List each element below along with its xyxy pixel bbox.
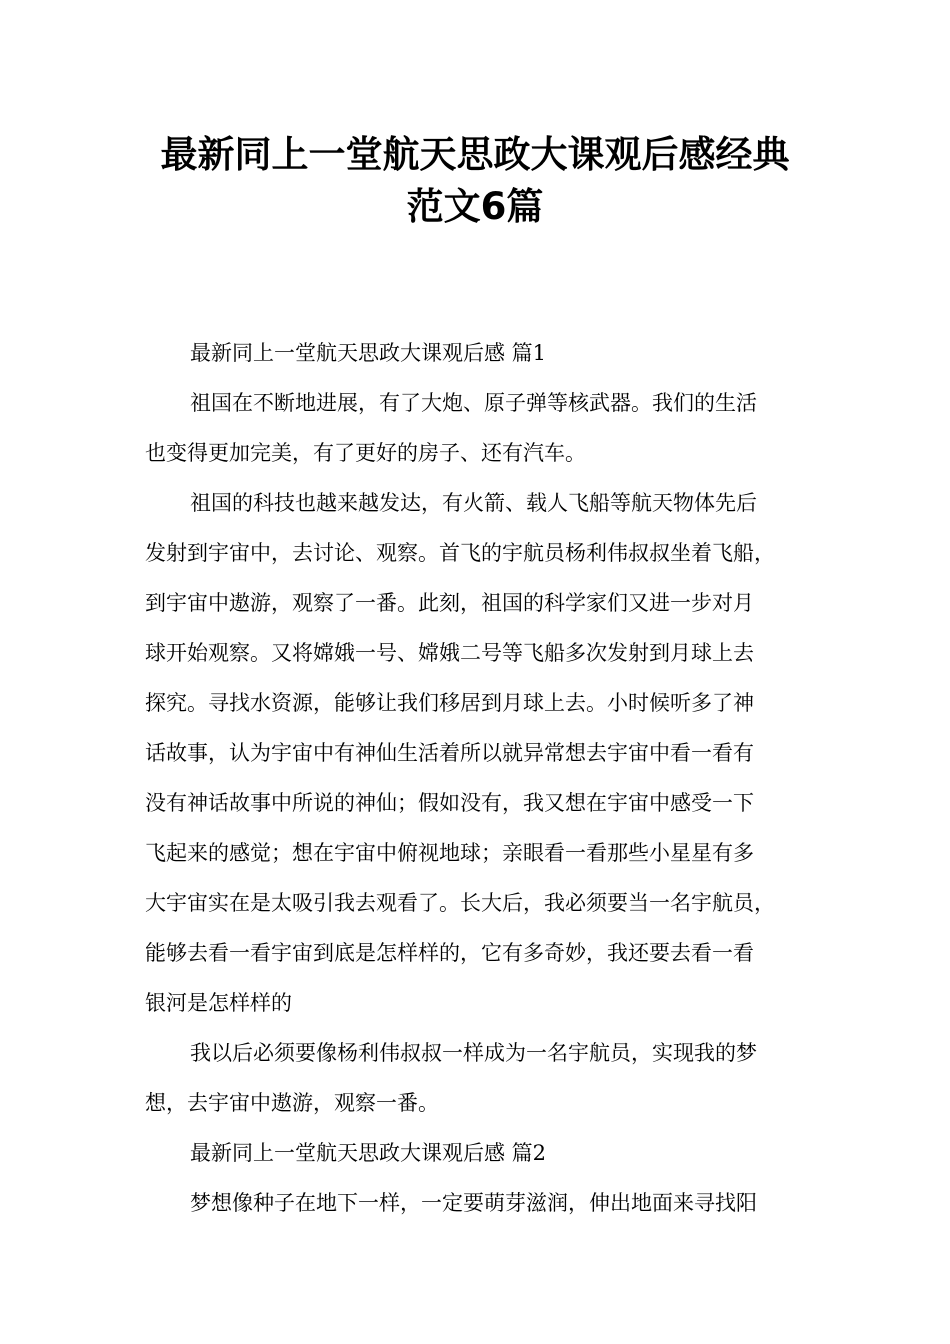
paragraph-line: 到宇宙中遨游，观察了一番。此刻，祖国的科学家们又进一步对月 [145,591,754,615]
paragraph-line: 我以后必须要像杨利伟叔叔一样成为一名宇航员，实现我的梦 [190,1041,757,1065]
section-heading-1: 最新同上一堂航天思政大课观后感 篇1 [190,341,547,365]
paragraph-line: 飞起来的感觉；想在宇宙中俯视地球；亲眼看一看那些小星星有多 [145,841,754,865]
paragraph-line: 祖国的科技也越来越发达，有火箭、载人飞船等航天物体先后 [190,491,757,515]
paragraph-line: 能够去看一看宇宙到底是怎样样的，它有多奇妙，我还要去看一看 [145,941,754,965]
paragraph-line: 发射到宇宙中，去讨论、观察。首飞的宇航员杨利伟叔叔坐着飞船， [145,541,775,565]
paragraph-line: 也变得更加完美，有了更好的房子、还有汽车。 [145,441,586,465]
paragraph-line: 球开始观察。又将嫦娥一号、嫦娥二号等飞船多次发射到月球上去 [145,641,754,665]
section-heading-2: 最新同上一堂航天思政大课观后感 篇2 [190,1141,547,1165]
paragraph-line: 探究。寻找水资源，能够让我们移居到月球上去。小时候听多了神 [145,691,754,715]
document-body [145,328,815,1228]
paragraph-line: 梦想像种子在地下一样，一定要萌芽滋润，伸出地面来寻找阳 [190,1191,757,1215]
paragraph-line: 话故事，认为宇宙中有神仙生活着所以就异常想去宇宙中看一看有 [145,741,754,765]
document-title-line-2: 范文6篇 [406,185,544,228]
document-title-line-1: 最新同上一堂航天思政大课观后感经典 [160,133,790,176]
paragraph-line: 祖国在不断地进展，有了大炮、原子弹等核武器。我们的生活 [190,391,757,415]
paragraph-line: 想，去宇宙中遨游，观察一番。 [145,1091,439,1115]
paragraph-line: 银河是怎样样的 [145,991,292,1015]
paragraph-line: 没有神话故事中所说的神仙；假如没有，我又想在宇宙中感受一下 [145,791,754,815]
paragraph-line: 大宇宙实在是太吸引我去观看了。长大后，我必须要当一名宇航员， [145,891,775,915]
